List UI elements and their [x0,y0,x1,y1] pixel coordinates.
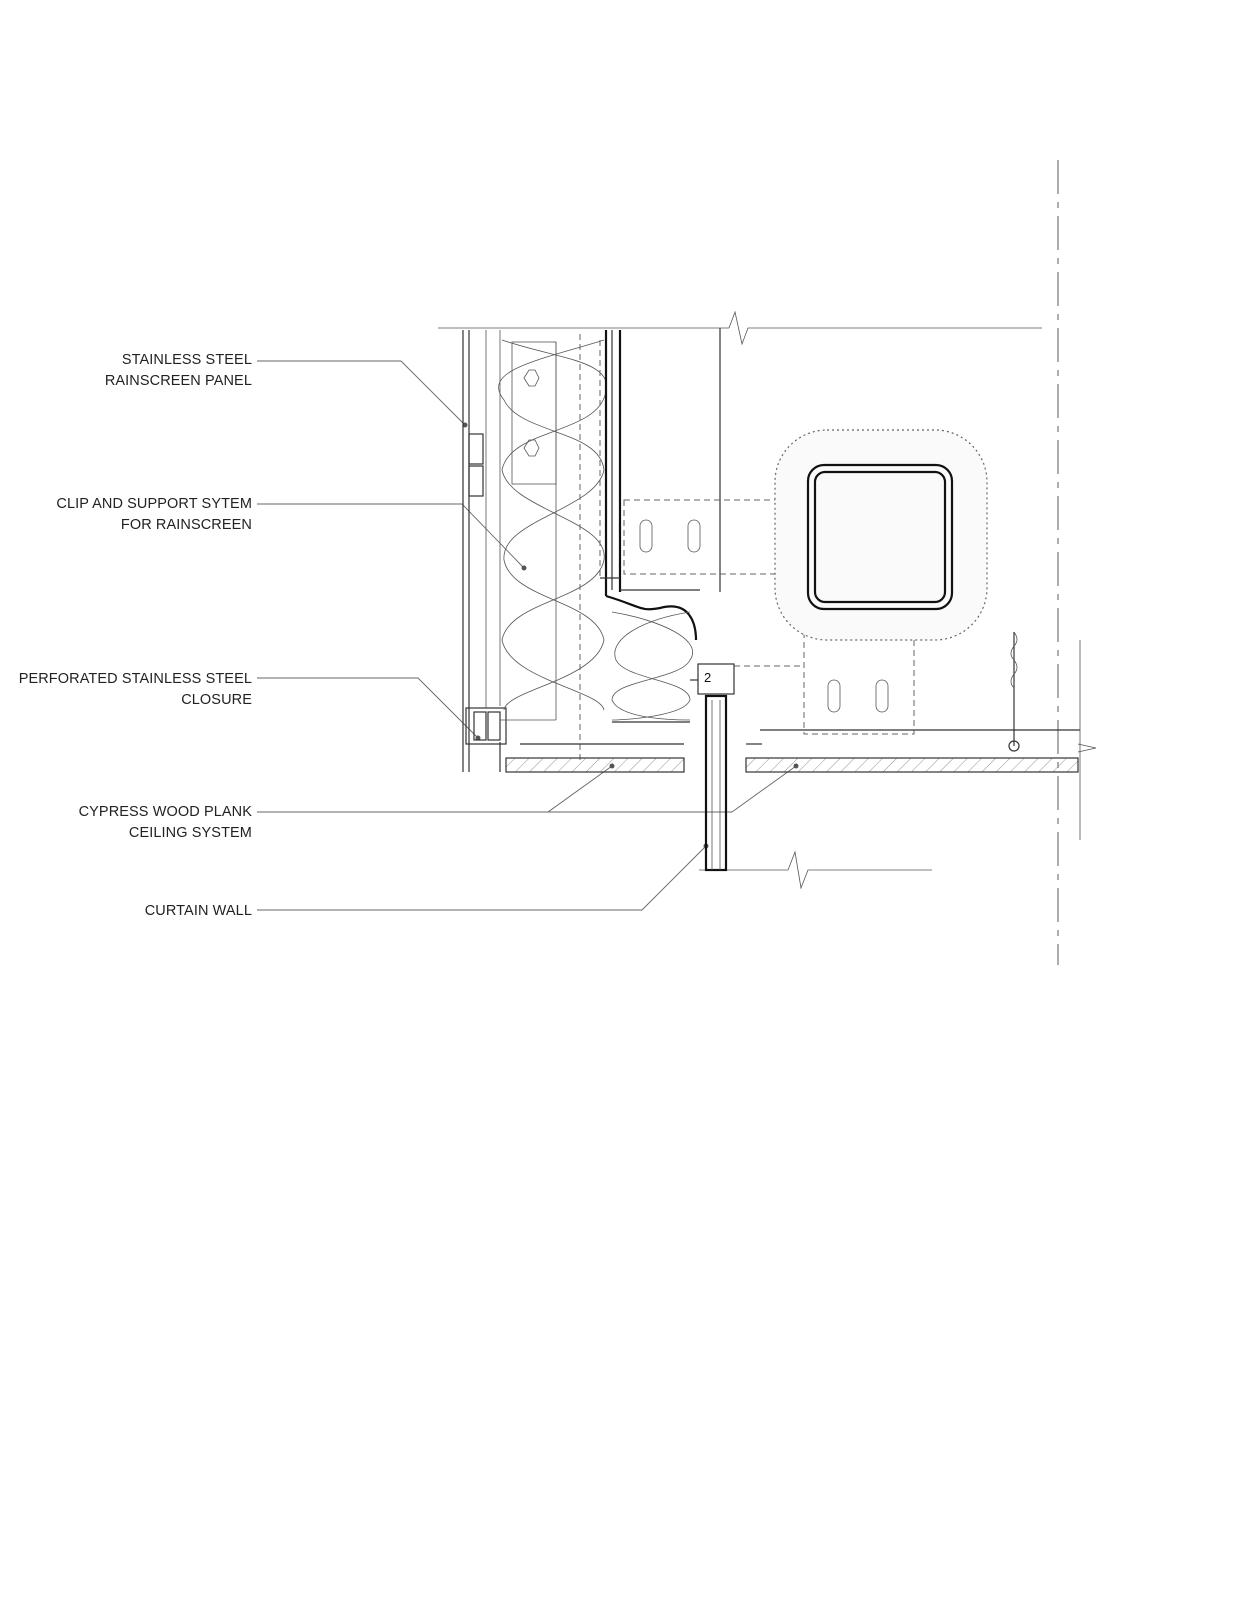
fireproofed-steel-tube [775,430,987,640]
callout-line: PERFORATED STAINLESS STEEL [18,671,252,687]
callout-line: CURTAIN WALL [144,903,252,919]
detail-tag: 2 [704,670,712,685]
callout-line: CYPRESS WOOD PLANK [78,804,252,820]
leader-perforated-closure [257,678,478,738]
leader-lines [257,361,799,910]
leader-rainscreen-panel [257,361,465,425]
insulation-batts [499,334,607,760]
callout-line: RAINSCREEN PANEL [104,373,252,389]
inner-insulation [612,612,693,720]
callout-line: CEILING SYSTEM [128,825,252,841]
callout-line: CLOSURE [181,692,252,708]
steel-edge-framing [600,328,720,640]
leader-clip-support [257,504,524,568]
leader-cypress-ceiling [257,766,612,812]
callout-line: FOR RAINSCREEN [120,517,252,533]
cypress-ceiling-planks [506,632,1096,840]
rainscreen-panel-assembly [463,330,506,772]
callout-line: STAINLESS STEEL [121,352,252,368]
leader-curtain-wall [257,846,706,910]
callout-line: CLIP AND SUPPORT SYTEM [56,496,252,512]
